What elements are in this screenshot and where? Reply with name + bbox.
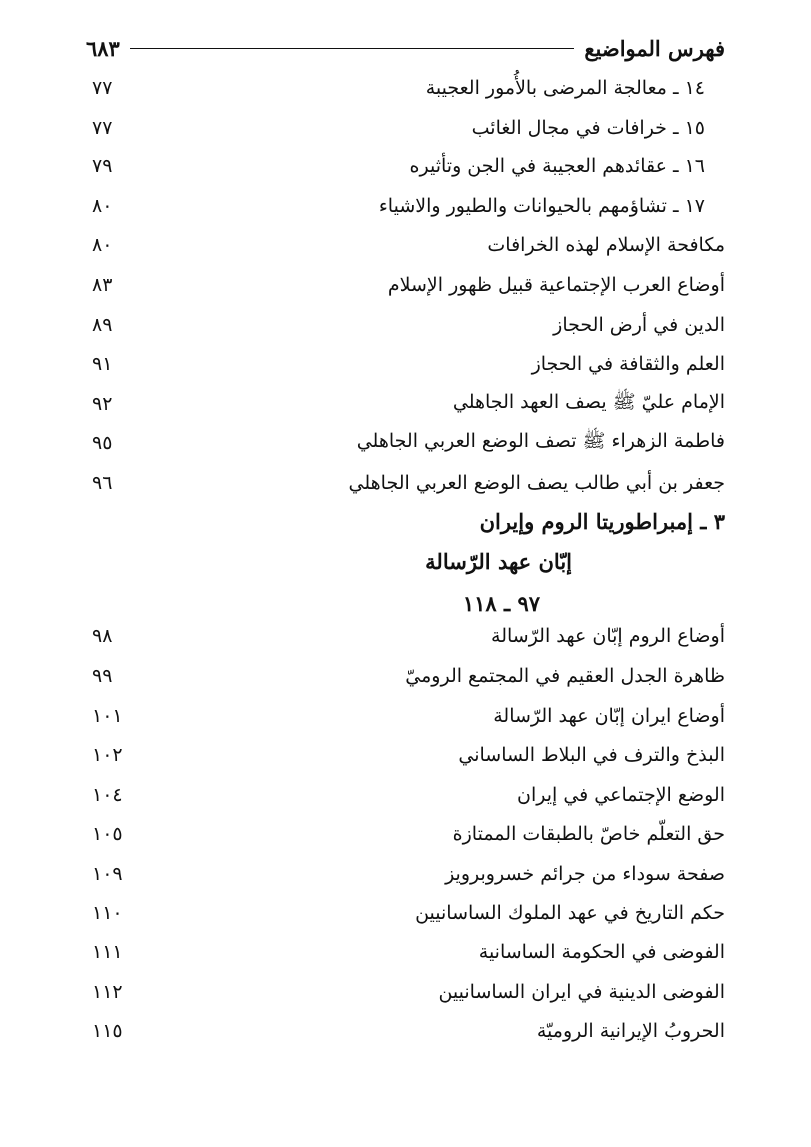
- toc-entry-title: الوضع الإجتماعي في إيران: [517, 784, 725, 806]
- toc-entry-page: ٩٩: [92, 665, 113, 687]
- toc-entry-page: ٧٩: [92, 155, 113, 177]
- toc-entry-page: ٧٧: [92, 117, 113, 139]
- toc-entry: [86, 1017, 725, 1045]
- toc-entry-title: الإمام عليّ ﷺ يصف العهد الجاهلي: [452, 391, 725, 413]
- toc-entry-page: ١٠٥: [92, 823, 123, 845]
- toc-entry-title: العلم والثقافة في الحجاز: [531, 353, 725, 375]
- toc-entry-title: أوضاع ايران إبّان عهد الرّسالة: [493, 705, 725, 727]
- toc-entry: [86, 74, 725, 102]
- toc-entry-title: ظاهرة الجدل العقيم في المجتمع الروميّ: [405, 665, 725, 687]
- toc-entry: [86, 899, 725, 927]
- toc-entry-title: البذخ والترف في البلاط الساساني: [458, 744, 725, 766]
- toc-entry: [86, 978, 725, 1006]
- toc-entry: [86, 192, 725, 220]
- toc-entry-page: ٩١: [92, 353, 113, 375]
- section-title: ٣ ـ إمبراطوريتا الروم وإيران: [479, 509, 725, 534]
- toc-entry: [86, 429, 725, 457]
- toc-entry-title: مكافحة الإسلام لهذه الخرافات: [487, 234, 725, 256]
- toc-entry-title: أوضاع الروم إبّان عهد الرّسالة: [491, 625, 725, 647]
- header-page-number: ٦٨٣: [86, 35, 120, 61]
- header-title: فهرس المواضيع: [584, 35, 725, 61]
- section-subtitle: إبّان عهد الرّسالة: [425, 549, 572, 574]
- toc-entry-page: ١٠٤: [92, 784, 123, 806]
- toc-entry: [86, 114, 725, 142]
- toc-entry-page: ٩٢: [92, 393, 113, 415]
- toc-entry-page: ٨٠: [92, 234, 113, 256]
- toc-entry-page: ١١٠: [92, 902, 123, 924]
- toc-entry-page: ٩٥: [92, 432, 113, 454]
- toc-entry-page: ٨٩: [92, 314, 113, 336]
- toc-entry: [86, 152, 725, 180]
- toc-entry: [86, 938, 725, 966]
- toc-entry-title: الفوضى في الحكومة الساسانية: [478, 941, 725, 963]
- section-page-range: ٩٧ ـ ١١٨: [462, 591, 540, 616]
- toc-entry-title: الحروبُ الإيرانية الروميّة: [536, 1020, 725, 1042]
- toc-entry-page: ٨٠: [92, 195, 113, 217]
- toc-entry: [86, 820, 725, 848]
- toc-entry-title: الدين في أرض الحجاز: [553, 314, 725, 336]
- toc-entry-title: صفحة سوداء من جرائم خسروبرويز: [445, 863, 725, 885]
- toc-entry-title: ١٥ ـ خرافات في مجال الغائب: [471, 117, 705, 139]
- header-rule: [130, 48, 575, 49]
- running-header: [86, 34, 725, 62]
- toc-entry: [86, 271, 725, 299]
- toc-entry-title: أوضاع العرب الإجتماعية قبيل ظهور الإسلام: [387, 274, 725, 296]
- toc-entry-page: ١١٢: [92, 981, 123, 1003]
- toc-entry: [86, 860, 725, 888]
- toc-entry-page: ٩٦: [92, 472, 113, 494]
- toc-entry-page: ٧٧: [92, 77, 113, 99]
- toc-entry-title: جعفر بن أبي طالب يصف الوضع العربي الجاهلي: [348, 472, 725, 494]
- toc-entry-page: ١٠٩: [92, 863, 123, 885]
- toc-entry-page: ١٠١: [92, 705, 123, 727]
- toc-entry: [86, 662, 725, 690]
- toc-entry: [86, 702, 725, 730]
- toc-entry-page: ١٠٢: [92, 744, 123, 766]
- toc-entry-title: حق التعلّم خاصّ بالطبقات الممتازة: [452, 823, 725, 845]
- toc-entry-page: ١١٥: [92, 1020, 123, 1042]
- toc-entry-title: ١٦ ـ عقائدهم العجيبة في الجن وتأثيره: [409, 155, 705, 177]
- toc-entry: [86, 231, 725, 259]
- toc-entry-page: ٨٣: [92, 274, 113, 296]
- toc-entry: [86, 390, 725, 418]
- toc-entry: [86, 622, 725, 650]
- toc-entry-title: الفوضى الدينية في ايران الساسانيين: [438, 981, 725, 1003]
- toc-entry-page: ٩٨: [92, 625, 113, 647]
- toc-entry-title: ١٤ ـ معالجة المرضى بالأُمور العجيبة: [425, 77, 705, 99]
- toc-entry: [86, 781, 725, 809]
- toc-entry-title: فاطمة الزهراء ﷺ تصف الوضع العربي الجاهلي: [356, 430, 725, 452]
- toc-entry: [86, 311, 725, 339]
- toc-entry: [86, 469, 725, 497]
- toc-entry-title: ١٧ ـ تشاؤمهم بالحيوانات والطيور والاشياء: [378, 195, 705, 217]
- toc-entry-title: حكم التاريخ في عهد الملوك الساسانيين: [415, 902, 725, 924]
- toc-entry: [86, 350, 725, 378]
- toc-entry: [86, 741, 725, 769]
- toc-entry-page: ١١١: [92, 941, 123, 963]
